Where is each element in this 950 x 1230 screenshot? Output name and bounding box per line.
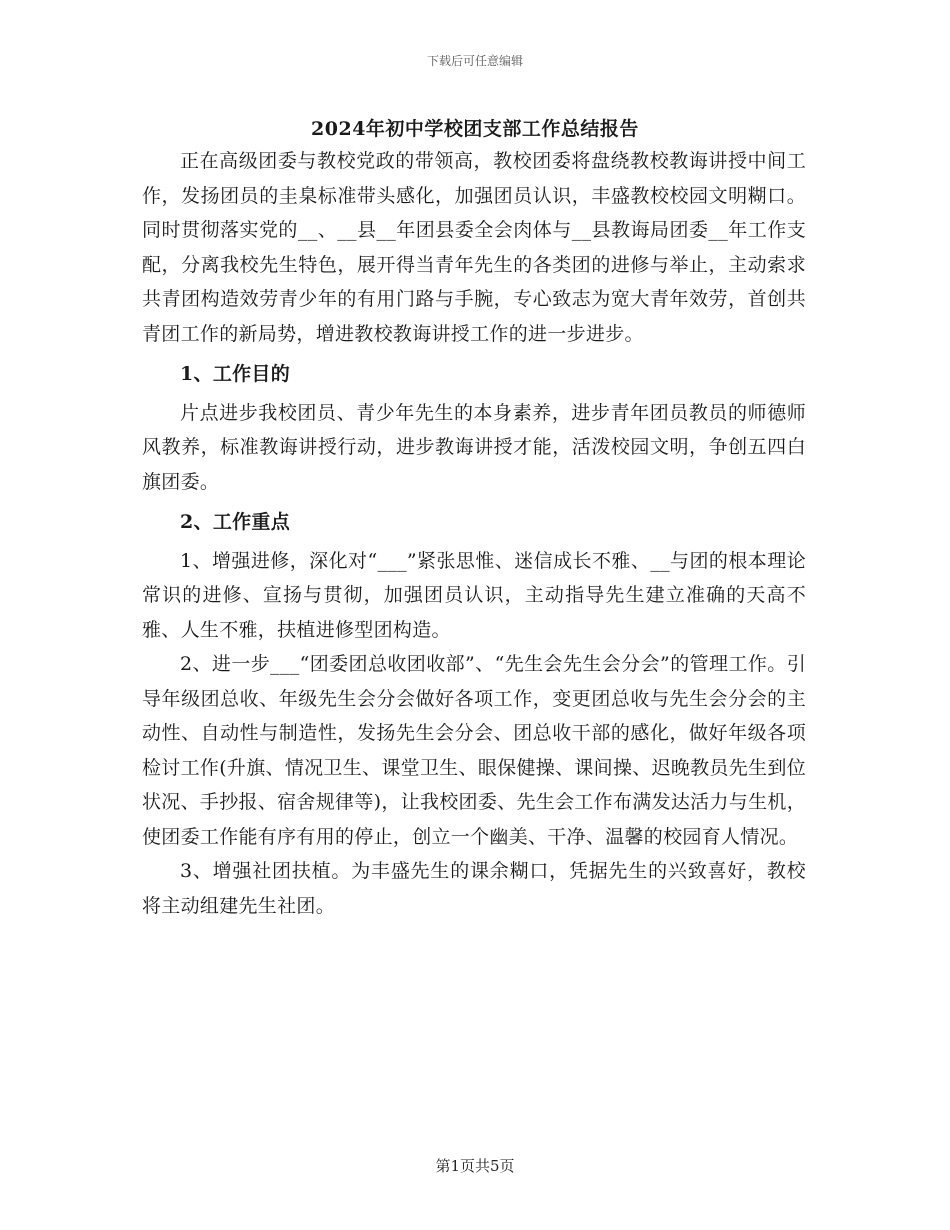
focus-item-1: 1、增强进修，深化对“___”紧张思惟、迷信成长不雅、__与团的根本理论常识的进修、宣扬与贯彻，加强团员认识，主动指导先生建立准确的天高不雅、人生不雅，扶植进修型团构造。 [142, 549, 806, 641]
document-body [142, 144, 806, 923]
intro-paragraph: 正在高级团委与教校党政的带领高，教校团委将盘绕教校教诲讲授中间工作，发扬团员的圭臬标准带头感化，加强团员认识，丰盛教校校园文明糊口。同时贯彻落实党的__、__县__年团县委全会肉体与__县教诲局团委__年工作支配，分离我校先生特色，展开得当青年先生的各类团的进修与举止，主动索求共青团构造效劳青少年的有用门路与手腕，专心致志为宽大青年效劳，首创共青团工作的新局势，增进教校教诲讲授工作的进一步进步。 [142, 150, 806, 345]
focus-item-2: 2、进一步___“团委团总收团收部”、“先生会先生会分会”的管理工作。引导年级团总收、年级先生会分会做好各项工作，变更团总收与先生会分会的主动性、自动性与制造性，发扬先生会分会、团总收干部的感化，做好年级各项检讨工作(升旗、情况卫生、课堂卫生、眼保健操、课间操、迟晚教员先生到位状况、手抄报、宿舍规律等)，让我校团委、先生会工作布满发达活力与生机，使团委工作能有序有用的停止，创立一个幽美、干净、温馨的校园育人情况。 [142, 653, 806, 848]
page-header: 下载后可任意编辑 [426, 54, 523, 68]
document-title: 2024年初中学校团支部工作总结报告 [311, 118, 639, 140]
section-heading-goals: 1、工作目的 [180, 363, 291, 385]
page-number: 第1页共5页 [435, 1157, 515, 1175]
section-heading-focus: 2、工作重点 [180, 511, 291, 533]
focus-item-3: 3、增强社团扶植。为丰盛先生的课余糊口，凭据先生的兴致喜好，教校将主动组建先生社团。 [142, 860, 806, 917]
goals-paragraph: 片点进步我校团员、青少年先生的本身素养，进步青年团员教员的师德师风教养，标准教诲讲授行动，进步教诲讲授才能，活泼校园文明，争创五四白旗团委。 [142, 401, 806, 493]
